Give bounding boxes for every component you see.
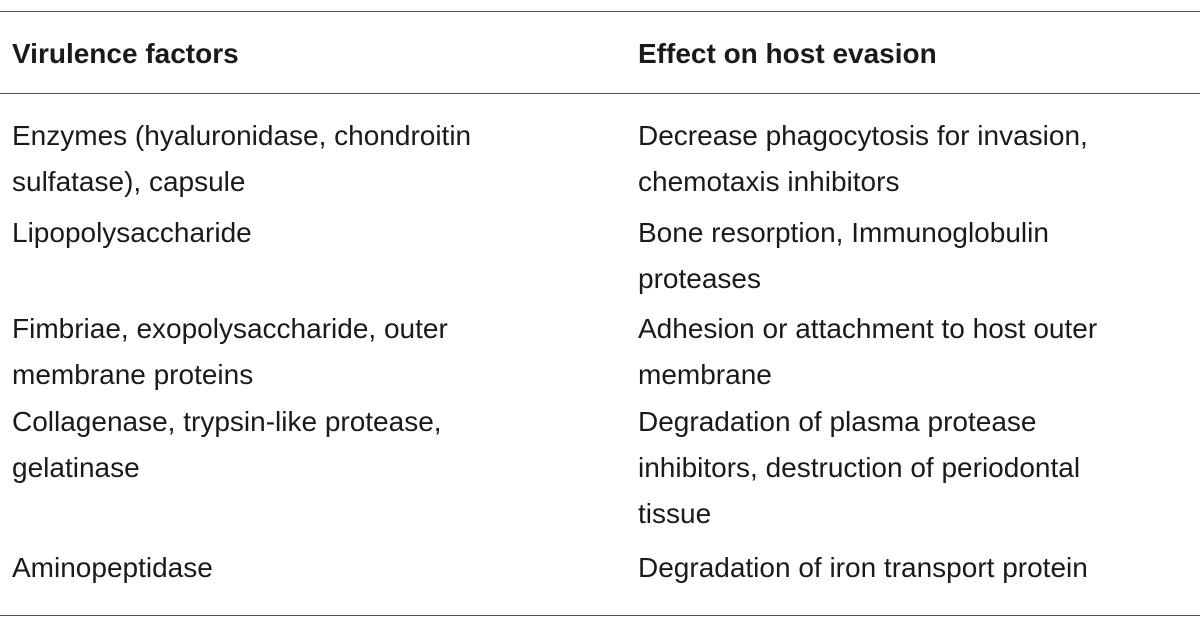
factor-line: Enzymes (hyaluronidase, chondroitin	[12, 120, 472, 151]
table-header-rule	[0, 93, 1200, 94]
effect-line: proteases	[638, 263, 761, 294]
effect-line: inhibitors, destruction of periodontal	[638, 452, 1081, 483]
factor-line: sulfatase), capsule	[12, 166, 246, 197]
factor-cell	[12, 306, 602, 398]
effect-line: Degradation of iron transport protein	[638, 552, 1088, 583]
effect-line: Degradation of plasma protease	[638, 406, 1037, 437]
table-row	[0, 113, 1200, 210]
factor-cell	[12, 399, 602, 491]
factor-line: Collagenase, trypsin-like protease,	[12, 406, 442, 437]
table-top-rule	[0, 11, 1200, 12]
effect-cell	[638, 113, 1198, 205]
table-header-row	[0, 34, 1200, 74]
factor-cell	[12, 113, 602, 205]
factor-cell	[12, 210, 602, 256]
effect-cell	[638, 306, 1198, 398]
table-body	[0, 113, 1200, 591]
table-row	[0, 210, 1200, 306]
effect-cell	[638, 545, 1198, 591]
effect-line: Decrease phagocytosis for invasion,	[638, 120, 1088, 151]
table-row	[0, 399, 1200, 545]
header-effect-on-host-evasion: Effect on host evasion	[638, 38, 937, 69]
table-row	[0, 306, 1200, 399]
factor-cell	[12, 545, 602, 591]
effect-line: Adhesion or attachment to host outer	[638, 313, 1098, 344]
effect-line: membrane	[638, 359, 772, 390]
factor-line: Aminopeptidase	[12, 552, 213, 583]
effect-line: tissue	[638, 498, 712, 529]
factor-line: membrane proteins	[12, 359, 254, 390]
effect-cell	[638, 399, 1198, 537]
table-row	[0, 545, 1200, 591]
effect-cell	[638, 210, 1198, 302]
table-bottom-rule	[0, 615, 1200, 616]
factor-line: Lipopolysaccharide	[12, 217, 252, 248]
effect-line: chemotaxis inhibitors	[638, 166, 900, 197]
effect-line: Bone resorption, Immunoglobulin	[638, 217, 1049, 248]
header-virulence-factors: Virulence factors	[12, 38, 239, 69]
factor-line: gelatinase	[12, 452, 140, 483]
factor-line: Fimbriae, exopolysaccharide, outer	[12, 313, 448, 344]
